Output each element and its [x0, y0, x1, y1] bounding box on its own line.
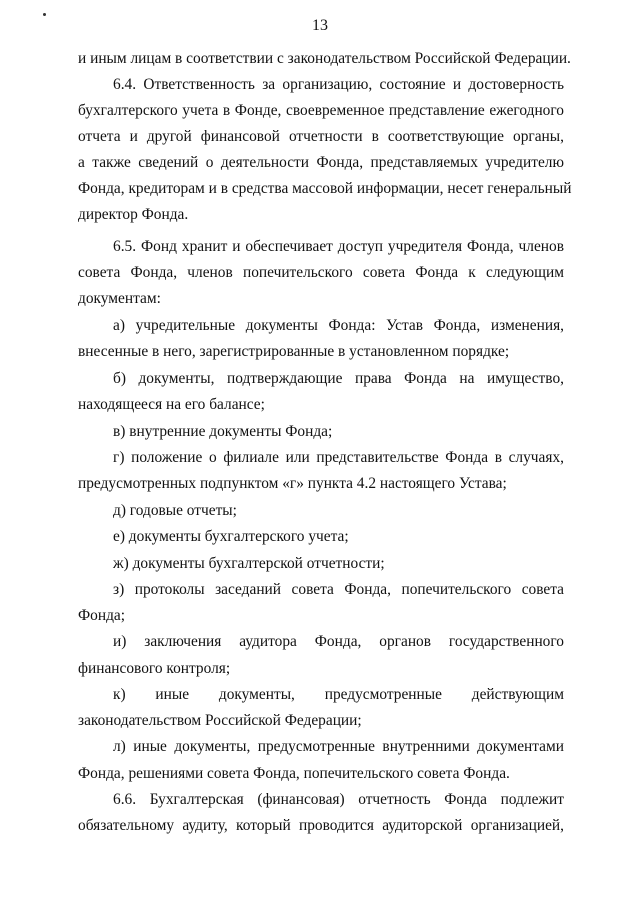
text-line: а) учредительные документы Фонда: Устав Фонда, изменения,	[113, 317, 564, 334]
text-line: г) положение о филиале или представительстве Фонда в случаях,	[113, 449, 564, 466]
text-line: отчета и другой финансовой отчетности в соответствующие органы,	[78, 128, 564, 145]
text-line: финансового контроля;	[78, 660, 231, 677]
text-line: з) протоколы заседаний совета Фонда, попечительского совета	[113, 581, 564, 598]
text-line: бухгалтерского учета в Фонде, своевременное представление ежегодного	[78, 102, 564, 119]
text-line: а также сведений о деятельности Фонда, представляемых учредителю	[78, 154, 564, 171]
text-line: к) иные документы, предусмотренные действующим	[113, 686, 564, 703]
text-line: д) годовые отчеты;	[113, 502, 237, 519]
text-line: е) документы бухгалтерского учета;	[113, 528, 349, 545]
text-line: директор Фонда.	[78, 206, 189, 223]
text-line: л) иные документы, предусмотренные внутренними документами	[113, 738, 564, 755]
text-line: 6.4. Ответственность за организацию, состояние и достоверность	[113, 76, 564, 93]
text-line: 6.6. Бухгалтерская (финансовая) отчетность Фонда подлежит	[113, 791, 564, 808]
text-line: внесенные в него, зарегистрированные в установленном порядке;	[78, 343, 510, 360]
text-line: и иным лицам в соответствии с законодательством Российской Федерации.	[78, 50, 571, 67]
scan-speck	[43, 13, 46, 16]
text-line: документам:	[78, 290, 161, 307]
text-line: б) документы, подтверждающие права Фонда на имущество,	[113, 370, 564, 387]
text-line: законодательством Российской Федерации;	[78, 712, 362, 729]
page-number: 13	[312, 17, 328, 34]
text-line: обязательному аудиту, который проводится аудиторской организацией,	[78, 817, 564, 834]
text-line: Фонда, кредиторам и в средства массовой информации, несет генеральный	[78, 180, 572, 197]
text-line: предусмотренных подпунктом «г» пункта 4.2 настоящего Устава;	[78, 475, 507, 492]
text-line: ж) документы бухгалтерской отчетности;	[113, 555, 385, 572]
text-line: в) внутренние документы Фонда;	[113, 423, 333, 440]
text-line: 6.5. Фонд хранит и обеспечивает доступ учредителя Фонда, членов	[113, 238, 564, 255]
text-line: Фонда, решениями совета Фонда, попечительского совета Фонда.	[78, 765, 510, 782]
text-line: находящееся на его балансе;	[78, 396, 265, 413]
text-line: Фонда;	[78, 607, 126, 624]
text-line: и) заключения аудитора Фонда, органов государственного	[113, 633, 564, 650]
text-line: совета Фонда, членов попечительского совета Фонда к следующим	[78, 264, 564, 281]
